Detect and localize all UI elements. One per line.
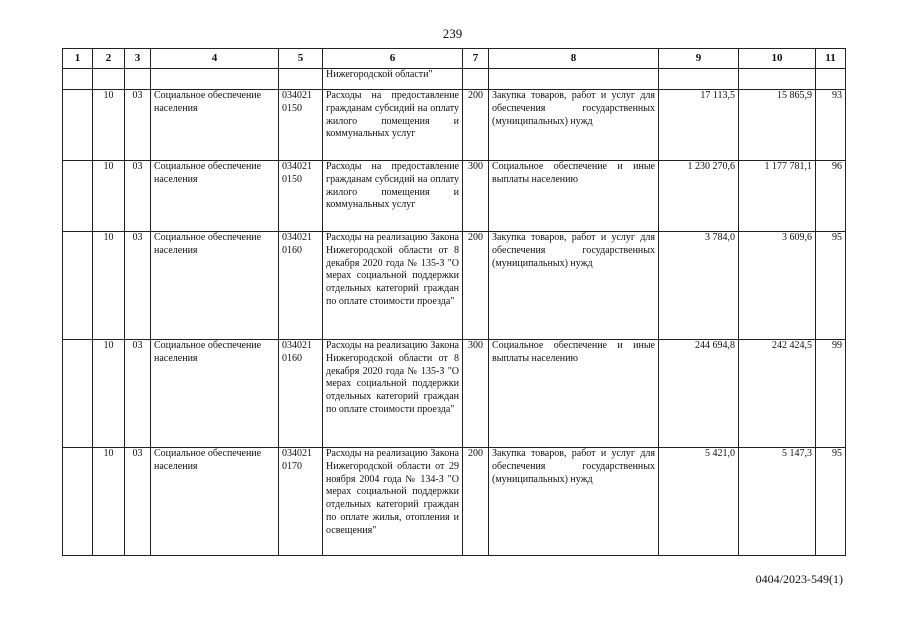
cell-actual: 1 177 781,1 [739, 161, 816, 232]
header-cell: 9 [659, 49, 739, 69]
cell-expense-name: Закупка товаров, работ и услуг для обеспечения государственных (муниципальных) нужд [489, 232, 659, 340]
cell-target-article: 034021 0150 [279, 161, 323, 232]
header-cell: 1 [63, 49, 93, 69]
cell-description: Расходы на предоставление гражданам субсидий на оплату жилого помещения и коммунальных услуг [323, 161, 463, 232]
cell-subsection: 03 [125, 448, 151, 556]
cell-description: Расходы на реализацию Закона Нижегородской области от 29 ноября 2004 года № 134-З "О мерах социальной поддержки отдельных категорий граждан по оплате жилья, отопления и освещения" [323, 448, 463, 556]
table-row [63, 90, 846, 161]
cell-name: Социальное обеспечение населения [151, 161, 279, 232]
cell-planned: 5 421,0 [659, 448, 739, 556]
cell-subsection: 03 [125, 161, 151, 232]
cell-section: 10 [93, 232, 125, 340]
cell-expense-name: Социальное обеспечение и иные выплаты населению [489, 340, 659, 448]
table-row [63, 232, 846, 340]
budget-table [62, 48, 846, 556]
cell-section: 10 [93, 161, 125, 232]
cell-section: 10 [93, 340, 125, 448]
header-cell: 3 [125, 49, 151, 69]
cell-expense-type: 300 [463, 340, 489, 448]
header-cell: 5 [279, 49, 323, 69]
cell-name: Социальное обеспечение населения [151, 90, 279, 161]
table-cell [279, 69, 323, 90]
cell-expense-type: 200 [463, 448, 489, 556]
cell-percent: 95 [816, 232, 846, 340]
cell-subsection: 03 [125, 340, 151, 448]
header-row [63, 49, 846, 69]
cell-expense-name: Закупка товаров, работ и услуг для обеспечения государственных (муниципальных) нужд [489, 90, 659, 161]
table-cell [739, 69, 816, 90]
table-row [63, 448, 846, 556]
header-cell: 8 [489, 49, 659, 69]
cell-description: Расходы на предоставление гражданам субсидий на оплату жилого помещения и коммунальных услуг [323, 90, 463, 161]
cell-col1 [63, 161, 93, 232]
header-cell: 7 [463, 49, 489, 69]
cell-description: Расходы на реализацию Закона Нижегородской области от 8 декабря 2020 года № 135-З "О мерах социальной поддержки отдельных категорий граждан по оплате стоимости проезда" [323, 340, 463, 448]
cell-planned: 3 784,0 [659, 232, 739, 340]
cell-name: Социальное обеспечение населения [151, 232, 279, 340]
table-cell [151, 69, 279, 90]
table-cell [63, 69, 93, 90]
cell-subsection: 03 [125, 232, 151, 340]
table-row [63, 161, 846, 232]
header-cell: 2 [93, 49, 125, 69]
cell-planned: 1 230 270,6 [659, 161, 739, 232]
cell-name: Социальное обеспечение населения [151, 448, 279, 556]
table-cell [659, 69, 739, 90]
page-number: 239 [442, 26, 463, 41]
cell-percent: 96 [816, 161, 846, 232]
cell-target-article: 034021 0170 [279, 448, 323, 556]
cell-col1 [63, 448, 93, 556]
table-cell [816, 69, 846, 90]
header-cell: 11 [816, 49, 846, 69]
cell-section: 10 [93, 90, 125, 161]
header-cell: 4 [151, 49, 279, 69]
cell-actual: 5 147,3 [739, 448, 816, 556]
cell-subsection: 03 [125, 90, 151, 161]
cell-expense-type: 200 [463, 232, 489, 340]
cell-expense-name: Социальное обеспечение и иные выплаты населению [489, 161, 659, 232]
header-cell: 10 [739, 49, 816, 69]
header-cell: 6 [323, 49, 463, 69]
cell-actual: 242 424,5 [739, 340, 816, 448]
table-cell [463, 69, 489, 90]
cell-col1 [63, 340, 93, 448]
cell-target-article: 034021 0160 [279, 232, 323, 340]
document-code: 0404/2023-549(1) [755, 572, 843, 586]
cell-planned: 17 113,5 [659, 90, 739, 161]
cell-planned: 244 694,8 [659, 340, 739, 448]
cell-target-article: 034021 0150 [279, 90, 323, 161]
cell-actual: 3 609,6 [739, 232, 816, 340]
cell-name: Социальное обеспечение населения [151, 340, 279, 448]
cell-actual: 15 865,9 [739, 90, 816, 161]
continuation-row [63, 69, 846, 90]
table-cell [125, 69, 151, 90]
table-cell [489, 69, 659, 90]
cell-description: Расходы на реализацию Закона Нижегородской области от 8 декабря 2020 года № 135-З "О мерах социальной поддержки отдельных категорий граждан по оплате стоимости проезда" [323, 232, 463, 340]
cell-target-article: 034021 0160 [279, 340, 323, 448]
cell-percent: 99 [816, 340, 846, 448]
table-cell [93, 69, 125, 90]
table-row [63, 340, 846, 448]
cell-col1 [63, 232, 93, 340]
cell-expense-name: Закупка товаров, работ и услуг для обеспечения государственных (муниципальных) нужд [489, 448, 659, 556]
cell-percent: 93 [816, 90, 846, 161]
cell-percent: 95 [816, 448, 846, 556]
continuation-text: Нижегородской области" [323, 69, 463, 90]
cell-section: 10 [93, 448, 125, 556]
cell-expense-type: 200 [463, 90, 489, 161]
cell-col1 [63, 90, 93, 161]
cell-expense-type: 300 [463, 161, 489, 232]
